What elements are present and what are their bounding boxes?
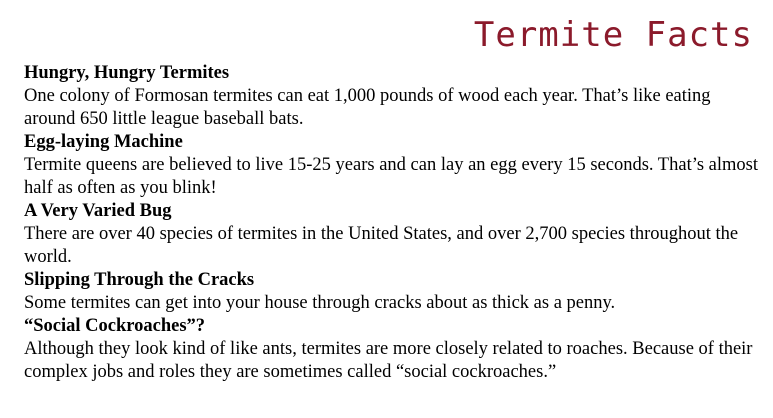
fact-body: Although they look kind of like ants, termites are more closely related to roaches. Because of their complex jobs and roles they are sometimes called “social cockroaches.” (24, 339, 753, 382)
page-title: Termite Facts (473, 15, 753, 55)
fact-item (24, 131, 764, 200)
fact-item (24, 269, 764, 315)
fact-body: Termite queens are believed to live 15-25 years and can lay an egg every 15 seconds. That’s almost half as often as you blink! (24, 155, 759, 198)
fact-item (24, 200, 764, 269)
fact-body: One colony of Formosan termites can eat 1,000 pounds of wood each year. That’s like eating around 650 little league baseball bats. (24, 86, 711, 129)
fact-heading: Slipping Through the Cracks (24, 270, 255, 290)
fact-body: Some termites can get into your house through cracks about as thick as a penny. (24, 293, 616, 313)
fact-heading: “Social Cockroaches”? (24, 316, 206, 336)
fact-item (24, 315, 764, 384)
fact-item (24, 62, 764, 131)
facts-list (24, 62, 764, 384)
fact-heading: Egg-laying Machine (24, 132, 183, 152)
fact-heading: A Very Varied Bug (24, 201, 172, 221)
fact-heading: Hungry, Hungry Termites (24, 63, 230, 83)
fact-body: There are over 40 species of termites in the United States, and over 2,700 species throughout the world. (24, 224, 739, 267)
